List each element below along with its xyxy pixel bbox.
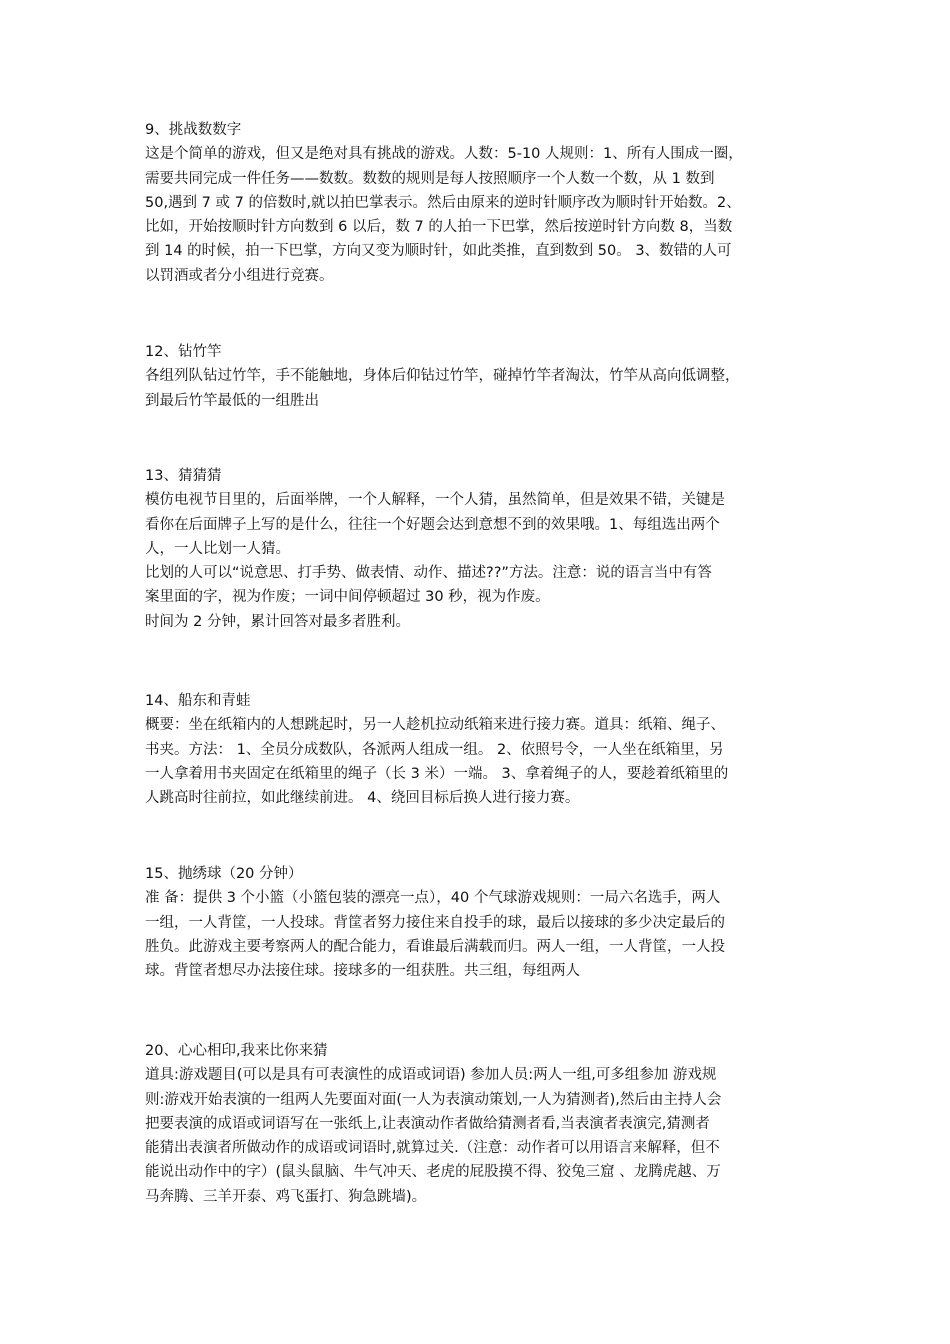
- section-13-guessing: [145, 464, 810, 634]
- paragraph-line: 球。背筐者想尽办法接住球。接球多的一组获胜。共三组，每组两人: [145, 963, 580, 980]
- paragraph-line: 到最后竹竿最低的一组胜出: [145, 392, 319, 409]
- paragraph-line: 能猜出表演者所做动作的成语或词语时,就算过关.（注意：动作者可以用语言来解释，但不: [145, 1140, 720, 1157]
- paragraph-line: 书夹。方法： 1、全员分成数队，各派两人组成一组。 2、依照号令，一人坐在纸箱里，另: [145, 741, 724, 758]
- paragraph-line: 能说出动作中的字）(鼠头鼠脑、牛气冲天、老虎的屁股摸不得、狡兔三窟 、龙腾虎越、万: [145, 1164, 721, 1181]
- paragraph-line: 时间为 2 分钟，累计回答对最多者胜利。: [145, 613, 410, 630]
- paragraph-line: 需要共同完成一件任务——数数。数数的规则是每人按照顺序一个人数一个数，从 1 数到: [145, 170, 715, 187]
- section-heading: 15、抛绣球（20 分钟）: [145, 866, 303, 882]
- paragraph-line: 把要表演的成语或词语写在一张纸上,让表演动作者做给猜测者看,当表演者表演完,猜测者: [145, 1115, 710, 1132]
- section-15-throwing-ball: [145, 862, 810, 983]
- paragraph-line: 胜负。此游戏主要考察两人的配合能力，看谁最后满载而归。两人一组，一人背筐，一人投: [145, 938, 725, 955]
- paragraph-line: 比划的人可以“说意思、打手势、做表情、动作、描述??”方法。注意：说的语言当中有答: [145, 565, 712, 582]
- section-14-boat-owner-and-frog: [145, 689, 810, 810]
- paragraph-line: 人，一人比划一人猜。: [145, 540, 290, 557]
- section-heading: 12、钻竹竿: [145, 344, 222, 360]
- paragraph-line: 案里面的字，视为作废；一词中间停顿超过 30 秒，视为作废。: [145, 589, 550, 606]
- paragraph-line: 一人拿着用书夹固定在纸箱里的绳子（长 3 米）一端。 3、拿着绳子的人，要趁着纸箱里的: [145, 765, 729, 782]
- paragraph-line: 准 备：提供 3 个小篮（小篮包装的漂亮一点），40 个气球游戏规则：一局六名选手，两人: [145, 890, 721, 907]
- section-12-bamboo-pole: [145, 340, 810, 413]
- paragraph-line: 道具:游戏题目(可以是具有可表演性的成语或词语) 参加人员:两人一组,可多组参加 游戏规: [145, 1067, 717, 1084]
- paragraph-line: 看你在后面牌子上写的是什么，往往一个好题会达到意想不到的效果哦。1、每组选出两个: [145, 516, 720, 533]
- section-heading: 20、心心相印,我来比你来猜: [145, 1043, 328, 1059]
- paragraph-line: 则:游戏开始表演的一组两人先要面对面(一人为表演动策划,一人为猜测者),然后由主持人会: [145, 1091, 722, 1108]
- paragraph-line: 这是个简单的游戏，但又是绝对具有挑战的游戏。人数：5-10 人规则：1、所有人围成一圈，: [145, 146, 743, 163]
- paragraph-line: 人跳高时往前拉，如此继续前进。 4、绕回目标后换人进行接力赛。: [145, 790, 580, 807]
- paragraph-line: 各组列队钻过竹竿，手不能触地，身体后仰钻过竹竿，碰掉竹竿者淘汰，竹竿从高向低调整，: [145, 368, 740, 385]
- paragraph-line: 概要：坐在纸箱内的人想跳起时，另一人趁机拉动纸箱来进行接力赛。道具：纸箱、绳子、: [145, 717, 725, 734]
- section-heading: 13、猜猜猜: [145, 468, 222, 484]
- section-heading: 14、船东和青蛙: [145, 693, 251, 709]
- section-20-act-and-guess: [145, 1039, 810, 1209]
- section-9-challenge-counting: [145, 118, 810, 288]
- paragraph-line: 以罚酒或者分小组进行竞赛。: [145, 267, 334, 284]
- paragraph-line: 到 14 的时候，拍一下巴掌，方向又变为顺时针，如此类推，直到数到 50。 3、数错的人可: [145, 243, 732, 260]
- paragraph-line: 一组，一人背筐，一人投球。背筐者努力接住来自投手的球，最后以接球的多少决定最后的: [145, 914, 725, 931]
- paragraph-line: 50,遇到 7 或 7 的倍数时,就以拍巴掌表示。然后由原来的逆时针顺序改为顺时针开始数。2、: [145, 194, 741, 211]
- paragraph-line: 比如，开始按顺时针方向数到 6 以后，数 7 的人拍一下巴掌，然后按逆时针方向数 8，当数: [145, 219, 733, 236]
- paragraph-line: 马奔腾、三羊开泰、鸡飞蛋打、狗急跳墙)。: [145, 1188, 427, 1205]
- paragraph-line: 模仿电视节目里的，后面举牌，一个人解释，一个人猜，虽然简单，但是效果不错，关键是: [145, 492, 725, 509]
- section-heading: 9、挑战数数字: [145, 122, 242, 138]
